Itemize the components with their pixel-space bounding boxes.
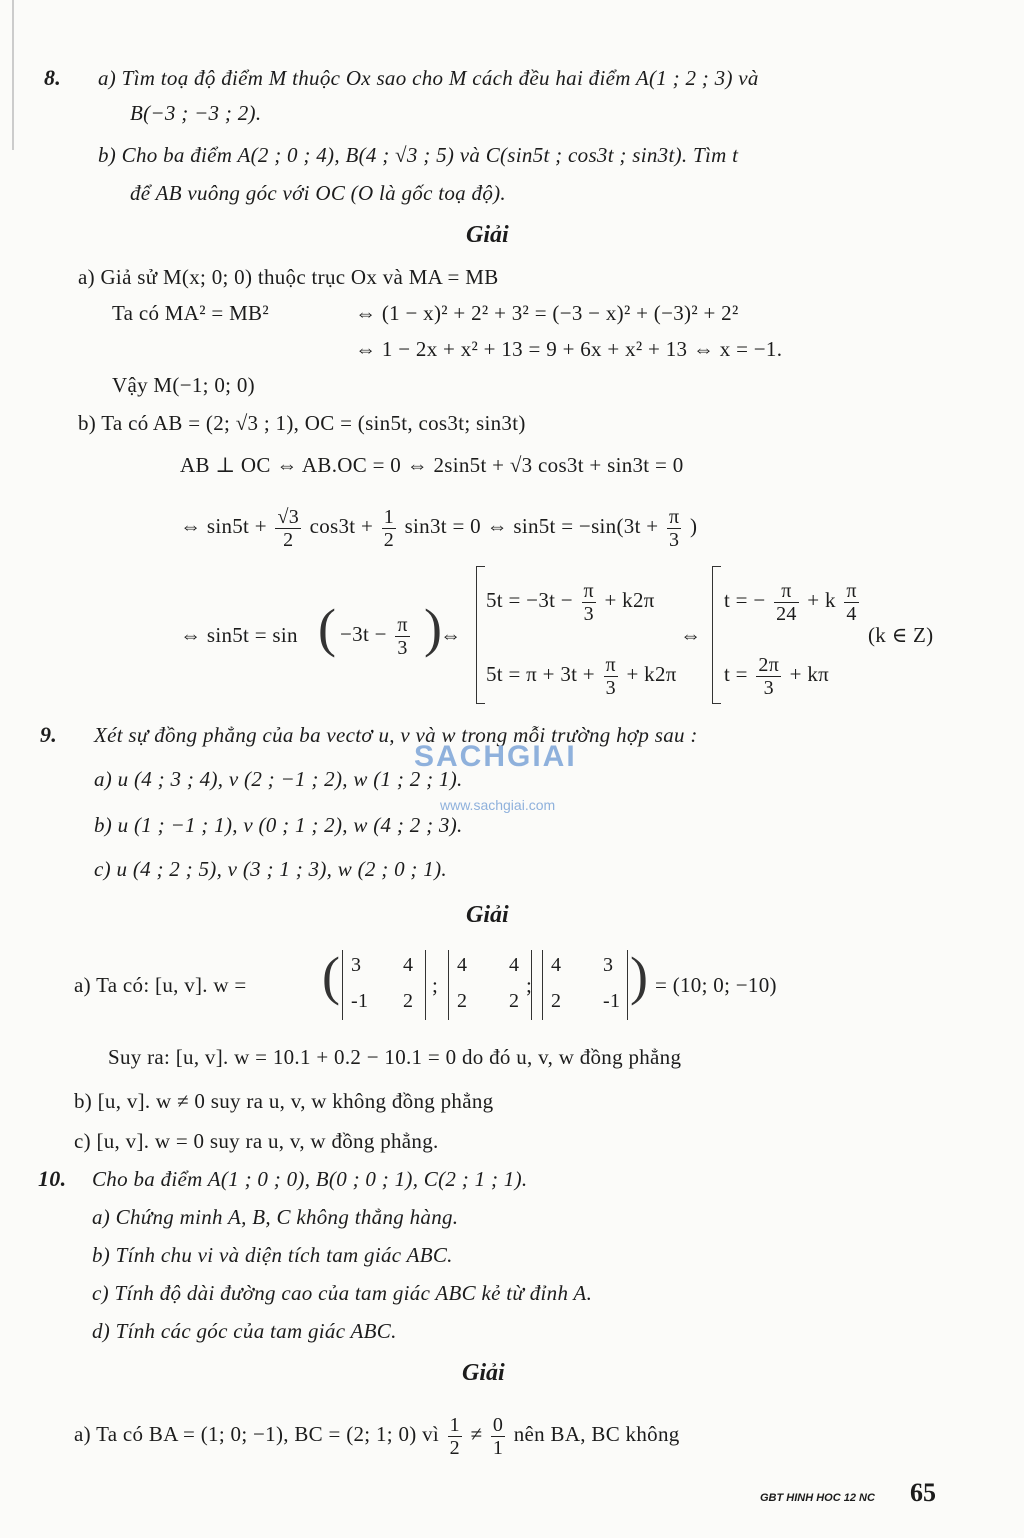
numerator: π bbox=[846, 579, 857, 602]
right-paren: ) bbox=[630, 946, 648, 1006]
determinant-cell: -1 bbox=[351, 990, 369, 1012]
watermark-logo: SACHGIAI bbox=[414, 740, 577, 773]
determinant-cell: 2 bbox=[509, 990, 520, 1012]
denominator: 1 bbox=[492, 1436, 504, 1459]
sol-8b-line-1: b) Ta có AB = (2; √3 ; 1), OC = (sin5t, cos3t; sin3t) bbox=[78, 411, 526, 435]
eq-text: −3t − bbox=[340, 622, 387, 646]
system-1-line-1 bbox=[486, 572, 655, 628]
denominator: 3 bbox=[583, 602, 594, 625]
numerator: π bbox=[605, 653, 616, 676]
denominator: 4 bbox=[846, 602, 857, 625]
fraction bbox=[448, 1414, 462, 1459]
denominator: 3 bbox=[397, 636, 408, 659]
denominator: 3 bbox=[605, 676, 616, 699]
sol-8a-line-2b: ⇔ (1 − x)² + 2² + 3² = (−3 − x)² + (−3)² + 2² bbox=[355, 301, 739, 325]
eq-text: 5t = −3t − bbox=[486, 588, 573, 612]
problem-9-number: 9. bbox=[40, 722, 58, 747]
determinant-separator: ; bbox=[526, 973, 533, 997]
left-paren: ( bbox=[318, 598, 336, 658]
sol-9a-result: = (10; 0; −10) bbox=[655, 973, 777, 997]
sol-9a-line-1: a) Ta có: [u, v]. w = bbox=[74, 973, 247, 997]
page-number: 65 bbox=[910, 1478, 936, 1507]
determinant-cell: 4 bbox=[509, 954, 520, 976]
footer-book-title: GBT HINH HOC 12 NC bbox=[760, 1492, 875, 1504]
eq-text: + k2π bbox=[626, 662, 677, 686]
sol-8b-line-2: AB ⊥ OC ⇔ AB.OC = 0 ⇔ 2sin5t + √3 cos3t + sin3t = 0 bbox=[180, 453, 684, 477]
right-paren: ) bbox=[424, 598, 442, 658]
eq-text: a) Ta có BA = (1; 0; −1), BC = (2; 1; 0) vì bbox=[74, 1422, 440, 1446]
system-1-line-2 bbox=[486, 646, 677, 702]
eq-text: ≠ bbox=[470, 1422, 483, 1446]
problem-10d-text: d) Tính các góc của tam giác ABC. bbox=[92, 1319, 397, 1343]
problem-8a-text-cont: B(−3 ; −3 ; 2). bbox=[130, 101, 262, 125]
determinant-1 bbox=[342, 950, 426, 1020]
problem-10a-text: a) Chứng minh A, B, C không thẳng hàng. bbox=[92, 1205, 459, 1229]
fraction bbox=[582, 580, 596, 625]
determinant-cell: 2 bbox=[551, 990, 562, 1012]
determinant-cell: 3 bbox=[603, 954, 614, 976]
determinant-cell: 4 bbox=[403, 954, 414, 976]
numerator: π bbox=[583, 579, 594, 602]
sol-8a-line-4: Vậy M(−1; 0; 0) bbox=[112, 373, 255, 397]
sol-8a-line-1: a) Giả sử M(x; 0; 0) thuộc trục Ox và MA = MB bbox=[78, 265, 499, 289]
problem-10b-text: b) Tính chu vi và diện tích tam giác ABC. bbox=[92, 1243, 453, 1267]
system-2-line-1 bbox=[724, 572, 862, 628]
system-bracket-2 bbox=[712, 566, 721, 704]
eq-text: 5t = π + 3t + bbox=[486, 662, 595, 686]
numerator: 2π bbox=[758, 653, 780, 676]
problem-9c-text: c) u (4 ; 2 ; 5), v (3 ; 1 ; 3), w (2 ; 0 ; 1). bbox=[94, 857, 447, 881]
determinant-cell: 4 bbox=[551, 954, 562, 976]
eq-text: sin3t = 0 ⇔ sin5t = −sin(3t + bbox=[404, 514, 659, 538]
sol-8b-line-4a: ⇔ sin5t = sin bbox=[180, 623, 298, 647]
numerator: π bbox=[668, 505, 680, 528]
problem-9a-text: a) u (4 ; 3 ; 4), v (2 ; −1 ; 2), w (1 ; 2 ; 1). bbox=[94, 767, 463, 791]
eq-text: + kπ bbox=[789, 662, 830, 686]
fraction bbox=[395, 614, 409, 659]
problem-9b-text: b) u (1 ; −1 ; 1), v (0 ; 1 ; 2), w (4 ; 2 ; 3). bbox=[94, 813, 463, 837]
sin-argument bbox=[340, 606, 413, 662]
problem-8-number: 8. bbox=[44, 65, 62, 90]
fraction bbox=[844, 580, 858, 625]
watermark-url: www.sachgiai.com bbox=[440, 797, 556, 813]
determinant-3 bbox=[542, 950, 628, 1020]
numerator: √3 bbox=[277, 505, 300, 528]
fraction bbox=[604, 654, 618, 699]
numerator: 1 bbox=[449, 1413, 460, 1436]
problem-8b-text-cont: để AB vuông góc với OC (O là gốc toạ độ). bbox=[130, 181, 506, 205]
system-bracket-1 bbox=[476, 566, 485, 704]
denominator: 2 bbox=[449, 1436, 460, 1459]
page-edge-rule bbox=[12, 0, 14, 150]
eq-text: t = bbox=[724, 662, 748, 686]
sol-9c-line: c) [u, v]. w = 0 suy ra u, v, w đồng phẳng. bbox=[74, 1129, 439, 1153]
eq-text: ) bbox=[689, 514, 698, 538]
sol-8b-line-3 bbox=[180, 498, 697, 554]
sol-9b-line: b) [u, v]. w ≠ 0 suy ra u, v, w không đồng phẳng bbox=[74, 1089, 494, 1113]
numerator: 1 bbox=[383, 505, 394, 528]
problem-8a-text: a) Tìm toạ độ điểm M thuộc Ox sao cho M cách đều hai điểm A(1 ; 2 ; 3) và bbox=[98, 66, 759, 90]
problem-10c-text: c) Tính độ dài đường cao của tam giác ABC kẻ từ đỉnh A. bbox=[92, 1281, 593, 1305]
left-paren: ( bbox=[322, 946, 340, 1006]
fraction bbox=[667, 506, 681, 551]
eq-text: + k bbox=[807, 588, 836, 612]
eq-text: t = − bbox=[724, 588, 766, 612]
fraction bbox=[774, 580, 799, 625]
numerator: 0 bbox=[492, 1413, 504, 1436]
problem-8b-text: b) Cho ba điểm A(2 ; 0 ; 4), B(4 ; √3 ; 5) và C(sin5t ; cos3t ; sin3t). Tìm t bbox=[98, 143, 739, 167]
eq-text: nên BA, BC không bbox=[513, 1422, 680, 1446]
determinant-cell: -1 bbox=[603, 990, 621, 1012]
fraction bbox=[491, 1414, 505, 1459]
numerator: π bbox=[774, 580, 799, 603]
giai-heading-8: Giải bbox=[466, 222, 509, 248]
sol-8a-line-3: ⇔ 1 − 2x + x² + 13 = 9 + 6x + x² + 13 ⇔ x = −1. bbox=[355, 337, 783, 361]
giai-heading-9: Giải bbox=[466, 902, 509, 928]
determinant-cell: 4 bbox=[457, 954, 468, 976]
equiv-sign-2: ⇔ bbox=[680, 623, 702, 647]
sol-8a-line-2a: Ta có MA² = MB² bbox=[112, 301, 269, 325]
determinant-cell: 3 bbox=[351, 954, 362, 976]
determinant-2 bbox=[448, 950, 532, 1020]
fraction bbox=[382, 506, 396, 551]
k-in-z: (k ∈ Z) bbox=[868, 623, 934, 647]
sol-10a-line-1 bbox=[74, 1406, 680, 1462]
denominator: 24 bbox=[776, 602, 797, 625]
sol-9a-line-2: Suy ra: [u, v]. w = 10.1 + 0.2 − 10.1 = 0 do đó u, v, w đồng phẳng bbox=[108, 1045, 682, 1069]
problem-10-number: 10. bbox=[38, 1166, 67, 1191]
problem-10-text: Cho ba điểm A(1 ; 0 ; 0), B(0 ; 0 ; 1), C(2 ; 1 ; 1). bbox=[92, 1167, 528, 1191]
numerator: π bbox=[397, 613, 408, 636]
determinant-cell: 2 bbox=[457, 990, 468, 1012]
fraction bbox=[275, 506, 301, 551]
eq-text: cos3t + bbox=[309, 514, 374, 538]
denominator: 2 bbox=[383, 528, 394, 551]
eq-text: ⇔ sin5t + bbox=[180, 514, 267, 538]
giai-heading-10: Giải bbox=[462, 1360, 505, 1386]
determinant-separator: ; bbox=[432, 973, 439, 997]
eq-text: + k2π bbox=[604, 588, 655, 612]
system-2-line-2 bbox=[724, 646, 829, 702]
denominator: 2 bbox=[283, 528, 294, 551]
equiv-sign: ⇔ bbox=[440, 623, 462, 647]
fraction bbox=[756, 654, 781, 699]
denominator: 3 bbox=[763, 676, 774, 699]
denominator: 3 bbox=[669, 528, 680, 551]
problem-9-text: Xét sự đồng phẳng của ba vectơ u, v và w trong mỗi trường hợp sau : bbox=[94, 723, 698, 747]
determinant-cell: 2 bbox=[403, 990, 414, 1012]
